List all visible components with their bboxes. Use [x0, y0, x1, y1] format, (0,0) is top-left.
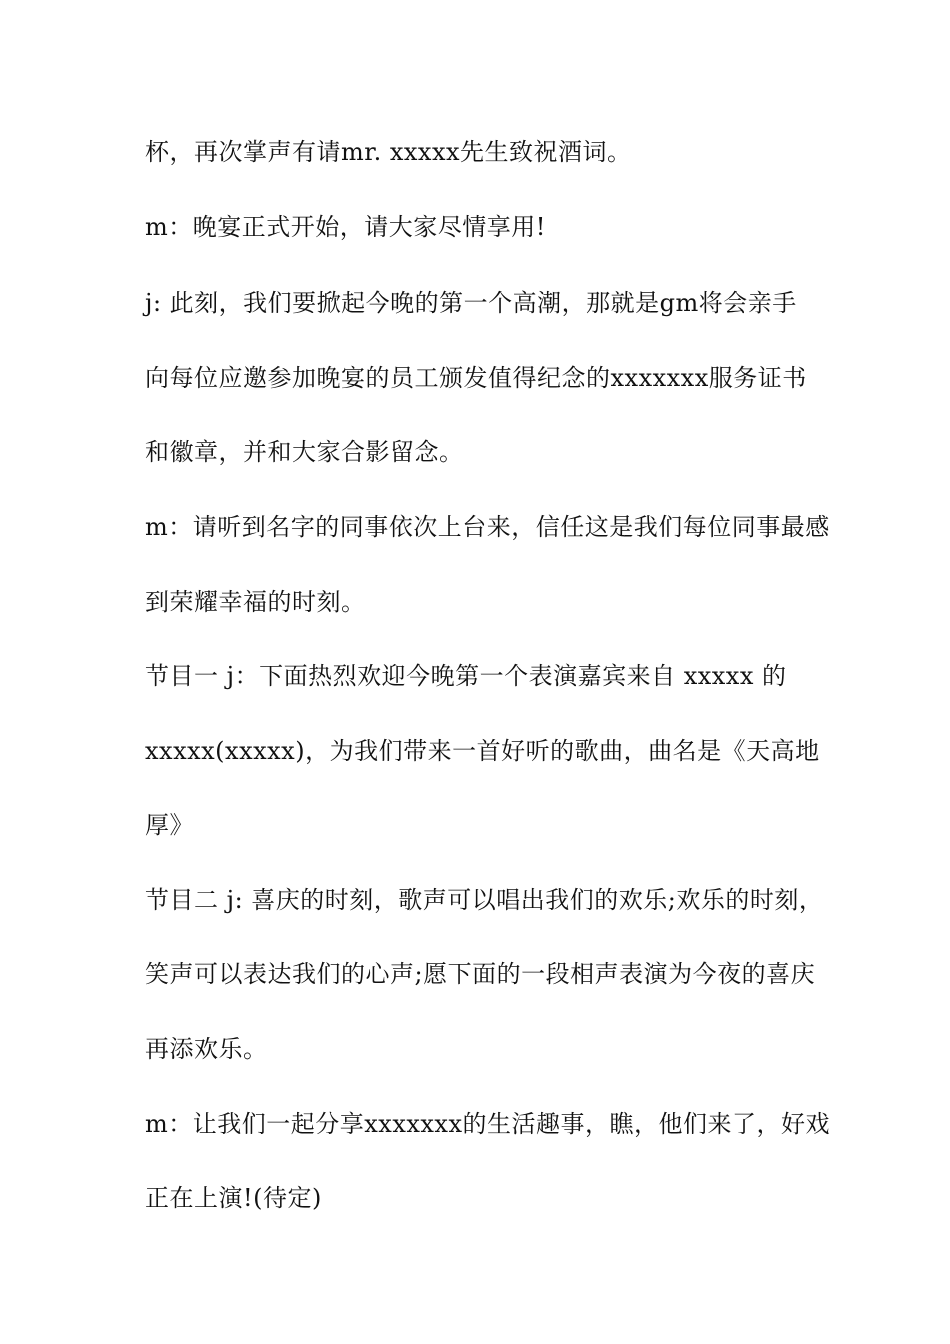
- text-line: 和徽章，并和大家合影留念。: [145, 438, 464, 466]
- text-line: xxxxx(xxxxx)，为我们带来一首好听的歌曲，曲名是《天高地: [145, 737, 820, 765]
- text-line: j: 此刻，我们要掀起今晚的第一个高潮，那就是gm将会亲手: [145, 289, 797, 317]
- text-line: 再添欢乐。: [145, 1035, 268, 1063]
- text-line: 正在上演!(待定): [145, 1184, 322, 1212]
- text-line: 向每位应邀参加晚宴的员工颁发值得纪念的xxxxxxx服务证书: [145, 364, 807, 392]
- text-line: 笑声可以表达我们的心声;愿下面的一段相声表演为今夜的喜庆: [145, 960, 816, 988]
- text-line: 厚》: [145, 811, 194, 839]
- text-line: 节目二 j: 喜庆的时刻，歌声可以唱出我们的欢乐;欢乐的时刻，: [145, 886, 824, 914]
- text-line: 杯，再次掌声有请mr. xxxxx先生致祝酒词。: [145, 138, 632, 166]
- text-line: m：让我们一起分享xxxxxxx的生活趣事，瞧，他们来了，好戏: [145, 1110, 831, 1138]
- text-line: 节目一 j：下面热烈欢迎今晚第一个表演嘉宾来自 xxxxx 的: [145, 662, 787, 690]
- text-line: m：请听到名字的同事依次上台来，信任这是我们每位同事最感: [145, 513, 830, 541]
- text-line: 到荣耀幸福的时刻。: [145, 588, 366, 616]
- text-line: m：晚宴正式开始，请大家尽情享用!: [145, 213, 546, 241]
